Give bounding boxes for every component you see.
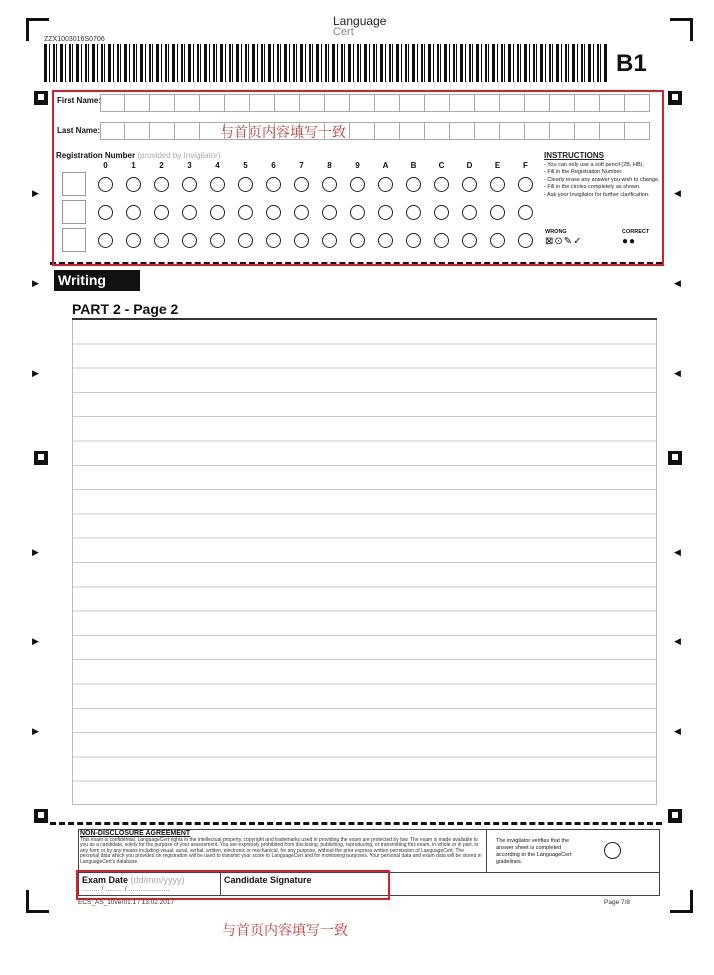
letter-cell[interactable] bbox=[150, 94, 175, 112]
registration-bubble[interactable] bbox=[98, 233, 113, 248]
letter-cell[interactable] bbox=[350, 122, 375, 140]
registration-bubble[interactable] bbox=[490, 205, 505, 220]
registration-column-header: E bbox=[494, 161, 501, 170]
letter-cell[interactable] bbox=[550, 122, 575, 140]
registration-column-header: 8 bbox=[327, 161, 332, 170]
footer-divider bbox=[486, 829, 487, 872]
instruction-item: - Clearly erase any answer you wish to change. bbox=[544, 176, 660, 183]
registration-bubble[interactable] bbox=[294, 177, 309, 192]
answer-writing-area[interactable] bbox=[72, 320, 657, 805]
registration-bubble[interactable] bbox=[350, 233, 365, 248]
letter-cell[interactable] bbox=[425, 94, 450, 112]
registration-bubble[interactable] bbox=[518, 233, 533, 248]
registration-column-header: 0 bbox=[103, 161, 108, 170]
side-arrow-left: ▶ bbox=[32, 547, 39, 557]
letter-cell[interactable] bbox=[425, 122, 450, 140]
registration-digit-box[interactable] bbox=[62, 228, 86, 252]
first-name-label: First Name: bbox=[57, 96, 102, 105]
brand-line-1: Language bbox=[333, 14, 387, 28]
registration-column-header: 4 bbox=[215, 161, 220, 170]
letter-cell[interactable] bbox=[525, 94, 550, 112]
exam-date-title: Exam Date bbox=[82, 875, 129, 885]
instruction-item: - Ask your Invigilator for further clarification. bbox=[544, 191, 650, 198]
letter-cell[interactable] bbox=[600, 122, 625, 140]
registration-bubble[interactable] bbox=[126, 177, 141, 192]
brand-line-2: Cert bbox=[333, 26, 354, 38]
registration-bubble[interactable] bbox=[350, 205, 365, 220]
registration-column-header: 3 bbox=[187, 161, 192, 170]
letter-cell[interactable] bbox=[625, 94, 650, 112]
letter-cell[interactable] bbox=[475, 122, 500, 140]
wrong-marks-icon: ⊠⊙✎✓ bbox=[545, 236, 583, 247]
letter-cell[interactable] bbox=[200, 94, 225, 112]
registration-column-header: 2 bbox=[159, 161, 164, 170]
registration-bubble[interactable] bbox=[238, 233, 253, 248]
registration-bubble[interactable] bbox=[378, 177, 393, 192]
page-number: Page 7/8 bbox=[604, 899, 631, 906]
letter-cell[interactable] bbox=[225, 94, 250, 112]
registration-bubble[interactable] bbox=[182, 205, 197, 220]
invigilator-verify-bubble[interactable] bbox=[604, 842, 621, 859]
side-arrow-right: ◀ bbox=[674, 547, 681, 557]
date-signature-highlight bbox=[76, 870, 390, 900]
registration-column-header: 7 bbox=[299, 161, 304, 170]
letter-cell[interactable] bbox=[375, 122, 400, 140]
letter-cell[interactable] bbox=[175, 122, 200, 140]
faint-handwriting: · · · · · · · · · · · · · · · · bbox=[100, 88, 148, 94]
registration-bubble[interactable] bbox=[210, 205, 225, 220]
registration-column-header: A bbox=[382, 161, 389, 170]
registration-bubble[interactable] bbox=[322, 233, 337, 248]
side-arrow-right: ◀ bbox=[674, 636, 681, 646]
registration-digit-box[interactable] bbox=[62, 172, 86, 196]
letter-cell[interactable] bbox=[125, 94, 150, 112]
exam-date-field[interactable]: ......... / ......... / ..................... bbox=[82, 886, 170, 893]
registration-bubble[interactable] bbox=[182, 177, 197, 192]
letter-cell[interactable] bbox=[175, 94, 200, 112]
last-name-label: Last Name: bbox=[57, 126, 101, 135]
name-annotation: 与首页内容填写一致 bbox=[220, 124, 346, 140]
registration-bubble[interactable] bbox=[210, 233, 225, 248]
registration-column-header: F bbox=[523, 161, 528, 170]
letter-cell[interactable] bbox=[500, 94, 525, 112]
side-arrow-left: ▶ bbox=[32, 368, 39, 378]
instruction-item: - You can only use a soft pencil (2B, HB). bbox=[544, 161, 644, 168]
exam-date-format: (dd/mm/yyyy) bbox=[130, 875, 185, 885]
nda-title: NON-DISCLOSURE AGREEMENT bbox=[80, 830, 191, 837]
letter-cell[interactable] bbox=[100, 94, 125, 112]
letter-cell[interactable] bbox=[150, 122, 175, 140]
letter-cell[interactable] bbox=[275, 94, 300, 112]
registration-bubble[interactable] bbox=[462, 177, 477, 192]
candidate-signature-label: Candidate Signature bbox=[224, 875, 312, 885]
registration-bubble[interactable] bbox=[266, 205, 281, 220]
registration-bubble[interactable] bbox=[154, 205, 169, 220]
side-arrow-right: ◀ bbox=[674, 278, 681, 288]
first-name-field[interactable] bbox=[100, 94, 650, 112]
registration-marker-tl bbox=[34, 91, 48, 105]
registration-bubble[interactable] bbox=[406, 233, 421, 248]
nda-text: This exam is confidential. LanguageCert rights in the intellectual property, copyright and trademarks used in providing the exam are protected by law. The exam is made available to you as a candidate, solely for the purpose of your assessment. You are expressly prohibited from disclosing, publishing, reproducing, or transmitting this exam, in whole or in part, in any form or by any means including visual, aural, verbal, written, electronic or mechanical, for any purpose, without the prior express written permission of LanguageCert. The personal data which you provided on registration will be used to transmit your score to LanguageCert and for monitoring purposes. Your personal data and exam data will be stored in LanguageCert's database. bbox=[80, 836, 482, 865]
registration-bubble[interactable] bbox=[434, 233, 449, 248]
registration-column-header: C bbox=[438, 161, 445, 170]
registration-column-header: 9 bbox=[355, 161, 360, 170]
registration-bubble[interactable] bbox=[434, 177, 449, 192]
registration-bubble[interactable] bbox=[210, 177, 225, 192]
letter-cell[interactable] bbox=[250, 94, 275, 112]
instructions-panel bbox=[544, 152, 660, 199]
instruction-item: - Fill in the Registration Number. bbox=[544, 169, 623, 175]
brand-logo bbox=[333, 16, 386, 38]
correct-marks-icon: ●● bbox=[622, 236, 637, 247]
section-tab-writing: Writing bbox=[54, 270, 140, 291]
correct-example-label: CORRECT bbox=[622, 229, 650, 235]
registration-bubble[interactable] bbox=[490, 233, 505, 248]
letter-cell[interactable] bbox=[375, 94, 400, 112]
registration-bubble[interactable] bbox=[406, 205, 421, 220]
nda-block bbox=[80, 831, 482, 866]
registration-bubble[interactable] bbox=[98, 205, 113, 220]
registration-column-header: 5 bbox=[243, 161, 248, 170]
letter-cell[interactable] bbox=[550, 94, 575, 112]
letter-cell[interactable] bbox=[400, 122, 425, 140]
letter-cell[interactable] bbox=[400, 94, 425, 112]
registration-bubble[interactable] bbox=[238, 177, 253, 192]
form-version: ECS_AS_10ver01.1 / 13.02.2017 bbox=[78, 899, 175, 906]
registration-bubble[interactable] bbox=[518, 205, 533, 220]
registration-bubble[interactable] bbox=[406, 177, 421, 192]
registration-number-title: Registration Number bbox=[56, 151, 136, 160]
side-arrow-right: ◀ bbox=[674, 726, 681, 736]
letter-cell[interactable] bbox=[450, 122, 475, 140]
dashed-separator-bottom bbox=[50, 822, 662, 825]
letter-cell[interactable] bbox=[100, 122, 125, 140]
registration-marker-ml bbox=[34, 451, 48, 465]
instructions-heading: INSTRUCTIONS bbox=[544, 151, 604, 160]
part-title: PART 2 - Page 2 bbox=[72, 301, 179, 317]
side-arrow-left: ▶ bbox=[32, 726, 39, 736]
registration-marker-br bbox=[668, 809, 682, 823]
registration-column-header: B bbox=[410, 161, 417, 170]
letter-cell[interactable] bbox=[450, 94, 475, 112]
letter-cell[interactable] bbox=[600, 94, 625, 112]
registration-bubble[interactable] bbox=[322, 205, 337, 220]
registration-bubble[interactable] bbox=[154, 233, 169, 248]
side-arrow-left: ▶ bbox=[32, 188, 39, 198]
sheet-code: ZZX1003016S0706 bbox=[44, 36, 105, 43]
letter-cell[interactable] bbox=[300, 94, 325, 112]
registration-marker-bl bbox=[34, 809, 48, 823]
registration-bubble[interactable] bbox=[238, 205, 253, 220]
corner-mark-bottom-right bbox=[670, 890, 693, 913]
barcode bbox=[44, 44, 608, 82]
footer-annotation: 与首页内容填写一致 bbox=[222, 922, 348, 938]
letter-cell[interactable] bbox=[350, 94, 375, 112]
registration-bubble[interactable] bbox=[98, 177, 113, 192]
registration-bubble[interactable] bbox=[266, 177, 281, 192]
registration-bubble[interactable] bbox=[182, 233, 197, 248]
registration-bubble[interactable] bbox=[434, 205, 449, 220]
letter-cell[interactable] bbox=[575, 94, 600, 112]
letter-cell[interactable] bbox=[475, 94, 500, 112]
registration-digit-box[interactable] bbox=[62, 200, 86, 224]
registration-bubble[interactable] bbox=[462, 233, 477, 248]
side-arrow-left: ▶ bbox=[32, 636, 39, 646]
corner-mark-bottom-left bbox=[26, 890, 49, 913]
registration-column-header: 1 bbox=[131, 161, 136, 170]
registration-marker-tr bbox=[668, 91, 682, 105]
registration-column-header: 6 bbox=[271, 161, 276, 170]
registration-bubble[interactable] bbox=[294, 205, 309, 220]
corner-mark-top-right bbox=[670, 18, 693, 41]
registration-bubble[interactable] bbox=[462, 205, 477, 220]
level-code: B1 bbox=[616, 50, 647, 77]
registration-bubble[interactable] bbox=[378, 233, 393, 248]
wrong-example-label: WRONG bbox=[545, 229, 567, 235]
invigilator-verify-text: The invigilator verifies that the answer sheet is completed according to the LanguageCert guidelines. bbox=[496, 838, 572, 865]
side-arrow-right: ◀ bbox=[674, 188, 681, 198]
registration-bubble[interactable] bbox=[518, 177, 533, 192]
registration-bubble[interactable] bbox=[490, 177, 505, 192]
registration-column-header: D bbox=[466, 161, 473, 170]
registration-bubble[interactable] bbox=[322, 177, 337, 192]
letter-cell[interactable] bbox=[325, 94, 350, 112]
registration-bubble[interactable] bbox=[294, 233, 309, 248]
letter-cell[interactable] bbox=[500, 122, 525, 140]
registration-bubble[interactable] bbox=[378, 205, 393, 220]
side-arrow-right: ◀ bbox=[674, 368, 681, 378]
letter-cell[interactable] bbox=[525, 122, 550, 140]
registration-bubble[interactable] bbox=[266, 233, 281, 248]
registration-number-note: (provided by Invigilator) bbox=[137, 151, 221, 160]
registration-number-label bbox=[56, 151, 221, 160]
instruction-item: - Fill in the circles completely as shown. bbox=[544, 184, 641, 190]
registration-bubble[interactable] bbox=[154, 177, 169, 192]
registration-bubble[interactable] bbox=[350, 177, 365, 192]
side-arrow-left: ▶ bbox=[32, 278, 39, 288]
registration-bubble[interactable] bbox=[126, 233, 141, 248]
letter-cell[interactable] bbox=[125, 122, 150, 140]
last-name-field[interactable] bbox=[100, 122, 650, 140]
registration-marker-mr bbox=[668, 451, 682, 465]
letter-cell[interactable] bbox=[575, 122, 600, 140]
letter-cell[interactable] bbox=[625, 122, 650, 140]
registration-bubble[interactable] bbox=[126, 205, 141, 220]
